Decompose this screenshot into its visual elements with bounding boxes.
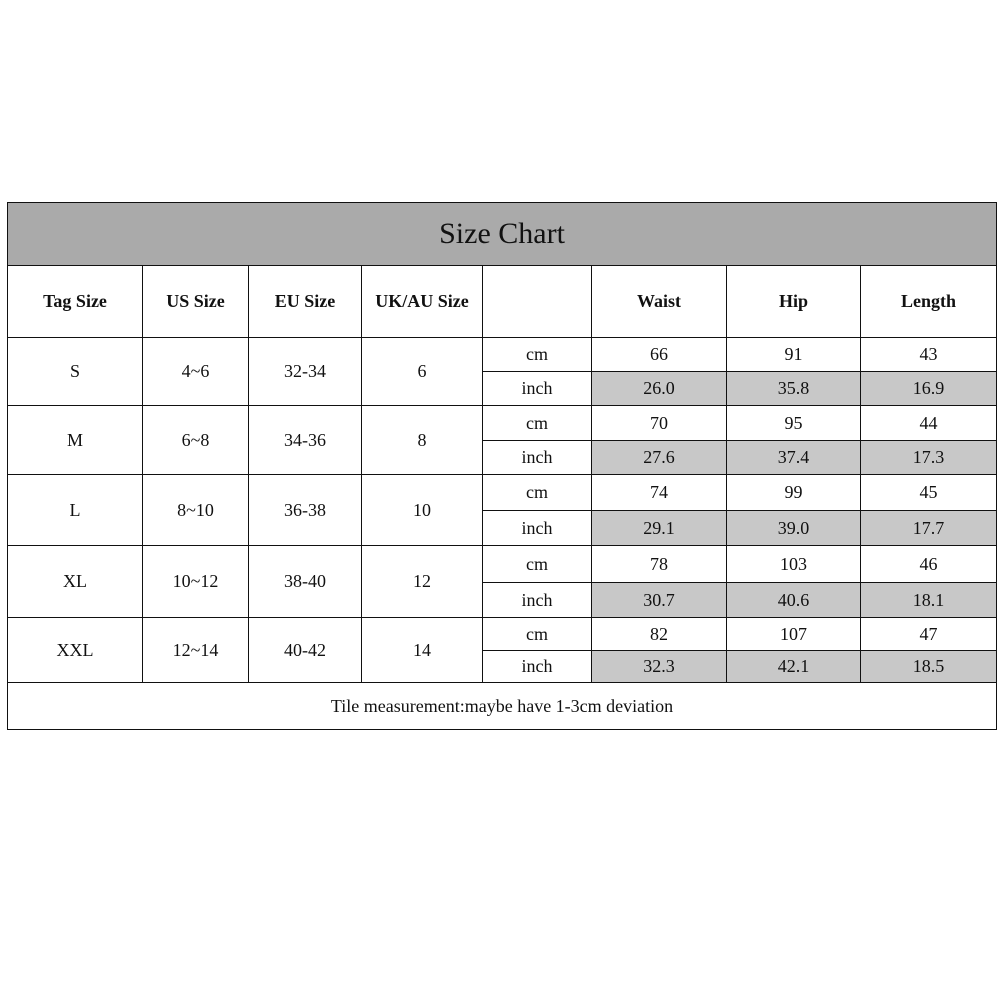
waist-cm-cell: 82 [592,618,727,651]
unit-inch-cell: inch [483,441,592,475]
tag-size-cell: XXL [8,618,143,683]
length-inch-cell: 17.3 [861,441,997,475]
waist-inch-cell: 30.7 [592,583,727,618]
waist-inch-cell: 29.1 [592,511,727,546]
measurement-note: Tile measurement:maybe have 1-3cm deviation [8,683,997,730]
us-size-cell: 10~12 [143,546,249,618]
size-row-cm [8,546,997,583]
hip-cm-cell: 91 [727,338,861,372]
ukau-size-cell: 14 [362,618,483,683]
hip-inch-cell: 42.1 [727,651,861,683]
header-us-size: US Size [143,266,249,338]
header-ukau-size: UK/AU Size [362,266,483,338]
length-cm-cell: 47 [861,618,997,651]
hip-cm-cell: 103 [727,546,861,583]
us-size-cell: 8~10 [143,475,249,546]
hip-inch-cell: 37.4 [727,441,861,475]
waist-cm-cell: 74 [592,475,727,511]
us-size-cell: 12~14 [143,618,249,683]
size-row-cm [8,618,997,651]
hip-inch-cell: 40.6 [727,583,861,618]
length-inch-cell: 18.5 [861,651,997,683]
chart-title: Size Chart [8,203,997,266]
hip-cm-cell: 95 [727,406,861,441]
unit-cm-cell: cm [483,618,592,651]
size-row-cm [8,406,997,441]
length-inch-cell: 16.9 [861,372,997,406]
hip-inch-cell: 35.8 [727,372,861,406]
unit-inch-cell: inch [483,511,592,546]
unit-cm-cell: cm [483,338,592,372]
header-tag-size: Tag Size [8,266,143,338]
header-row [8,266,997,338]
eu-size-cell: 38-40 [249,546,362,618]
unit-cm-cell: cm [483,546,592,583]
size-row-cm [8,475,997,511]
tag-size-cell: XL [8,546,143,618]
ukau-size-cell: 6 [362,338,483,406]
waist-cm-cell: 78 [592,546,727,583]
waist-inch-cell: 27.6 [592,441,727,475]
ukau-size-cell: 12 [362,546,483,618]
unit-inch-cell: inch [483,651,592,683]
waist-inch-cell: 26.0 [592,372,727,406]
header-waist: Waist [592,266,727,338]
title-row [8,203,997,266]
hip-inch-cell: 39.0 [727,511,861,546]
eu-size-cell: 40-42 [249,618,362,683]
unit-cm-cell: cm [483,406,592,441]
unit-inch-cell: inch [483,372,592,406]
length-cm-cell: 46 [861,546,997,583]
hip-cm-cell: 107 [727,618,861,651]
eu-size-cell: 34-36 [249,406,362,475]
size-chart-table [7,202,997,730]
us-size-cell: 4~6 [143,338,249,406]
tag-size-cell: M [8,406,143,475]
hip-cm-cell: 99 [727,475,861,511]
size-row-cm [8,338,997,372]
note-row [8,683,997,730]
unit-inch-cell: inch [483,583,592,618]
length-cm-cell: 44 [861,406,997,441]
waist-cm-cell: 70 [592,406,727,441]
length-inch-cell: 17.7 [861,511,997,546]
header-eu-size: EU Size [249,266,362,338]
waist-cm-cell: 66 [592,338,727,372]
ukau-size-cell: 8 [362,406,483,475]
tag-size-cell: S [8,338,143,406]
us-size-cell: 6~8 [143,406,249,475]
header-length: Length [861,266,997,338]
length-cm-cell: 45 [861,475,997,511]
eu-size-cell: 32-34 [249,338,362,406]
ukau-size-cell: 10 [362,475,483,546]
header-hip: Hip [727,266,861,338]
length-inch-cell: 18.1 [861,583,997,618]
waist-inch-cell: 32.3 [592,651,727,683]
eu-size-cell: 36-38 [249,475,362,546]
header-unit [483,266,592,338]
tag-size-cell: L [8,475,143,546]
unit-cm-cell: cm [483,475,592,511]
length-cm-cell: 43 [861,338,997,372]
